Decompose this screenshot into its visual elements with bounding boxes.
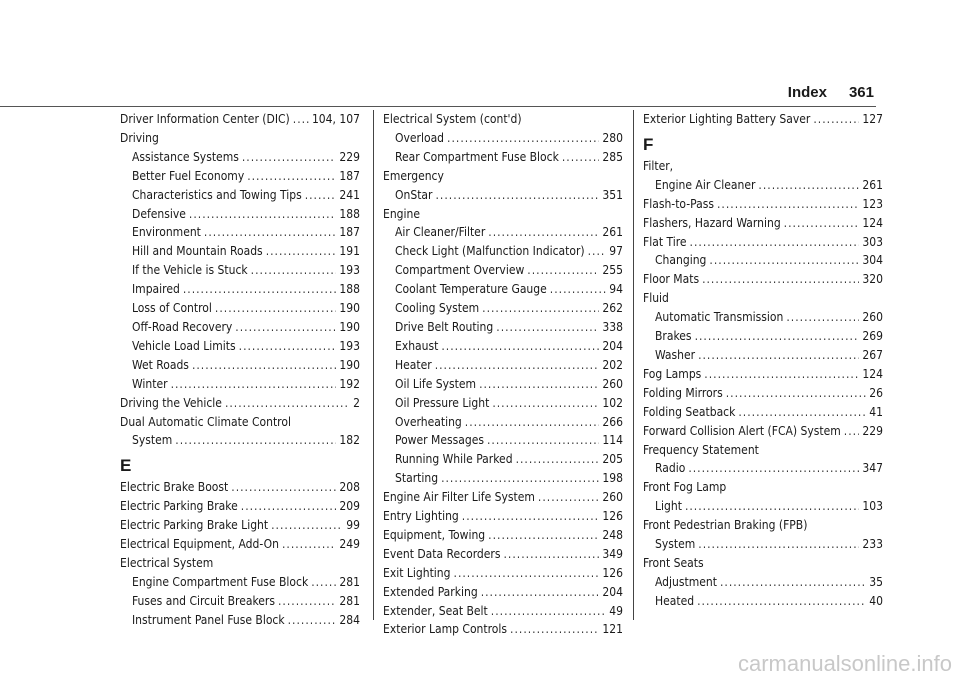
index-subentry xyxy=(643,327,883,346)
page-ref[interactable]: 99 xyxy=(346,518,360,533)
letter-heading: E xyxy=(120,456,132,476)
page-ref[interactable]: 187 xyxy=(339,225,360,240)
index-entry xyxy=(383,583,623,602)
index-entry xyxy=(120,516,360,535)
page-ref[interactable]: 284 xyxy=(339,612,360,627)
page-ref[interactable]: 255 xyxy=(602,263,623,278)
entry-label: System xyxy=(655,537,696,552)
entry-label: Light xyxy=(655,499,682,514)
dot-leader xyxy=(698,535,859,554)
entry-label: Engine Compartment Fuse Block xyxy=(132,574,309,589)
index-heading: Dual Automatic Climate Control xyxy=(120,414,291,429)
entry-label: Exhaust xyxy=(395,338,439,353)
entry-label: Electrical Equipment, Add-On xyxy=(120,537,279,552)
index-subentry xyxy=(120,337,360,356)
index-subentry xyxy=(383,431,623,450)
index-subentry xyxy=(120,592,360,611)
page-ref[interactable]: 190 xyxy=(339,319,360,334)
page-ref[interactable]: 281 xyxy=(339,574,360,589)
page-ref[interactable]: 126 xyxy=(602,509,623,524)
entry-label: Wet Roads xyxy=(132,357,189,372)
entry-label: Air Cleaner/Filter xyxy=(395,225,486,240)
dot-leader xyxy=(510,620,599,639)
entry-label: Flat Tire xyxy=(643,234,687,249)
dot-leader xyxy=(488,526,599,545)
dot-leader xyxy=(538,488,599,507)
page-ref[interactable]: 349 xyxy=(602,546,623,561)
index-entry xyxy=(383,507,623,526)
dot-leader xyxy=(441,337,599,356)
index-subentry xyxy=(383,148,623,167)
dot-leader xyxy=(487,431,599,450)
dot-leader xyxy=(709,251,859,270)
index-subentry xyxy=(643,346,883,365)
page-ref[interactable]: 260 xyxy=(602,376,623,391)
index-heading: Filter, xyxy=(643,158,674,173)
entry-label: Impaired xyxy=(132,282,180,297)
dot-leader xyxy=(481,583,600,602)
entry-label: Flash-to-Pass xyxy=(643,196,714,211)
index-subentry xyxy=(383,242,623,261)
dot-leader xyxy=(175,431,336,450)
entry-label: Automatic Transmission xyxy=(655,310,784,325)
entry-label: Cooling System xyxy=(395,301,480,316)
index-subentry xyxy=(383,356,623,375)
dot-leader xyxy=(698,346,859,365)
dot-leader xyxy=(183,280,337,299)
index-subentry xyxy=(383,223,623,242)
index-subentry xyxy=(120,223,360,242)
letter-heading: F xyxy=(643,134,654,154)
index-entry xyxy=(643,384,883,403)
index-subentry xyxy=(383,469,623,488)
page-ref[interactable]: 124 xyxy=(862,366,883,381)
entry-label: Hill and Mountain Roads xyxy=(132,244,263,259)
entry-label: Extended Parking xyxy=(383,584,478,599)
entry-label: Engine Air Cleaner xyxy=(655,177,756,192)
entry-label: Electric Parking Brake Light xyxy=(120,518,269,533)
entry-label: Better Fuel Economy xyxy=(132,168,245,183)
index-subentry xyxy=(383,129,623,148)
dot-leader xyxy=(702,270,859,289)
entry-label: Starting xyxy=(395,471,439,486)
index-subentry xyxy=(383,280,623,299)
page-ref[interactable]: 127 xyxy=(862,112,883,126)
page-ref[interactable]: 229 xyxy=(862,423,883,438)
dot-leader xyxy=(697,592,866,611)
index-column-1 xyxy=(120,110,360,630)
dot-leader xyxy=(516,450,600,469)
index-subentry xyxy=(120,611,360,630)
page-ref[interactable]: 303 xyxy=(862,234,883,249)
entry-label: If the Vehicle is Stuck xyxy=(132,263,248,278)
dot-leader xyxy=(435,186,599,205)
page-ref[interactable]: 204 xyxy=(602,584,623,599)
entry-label: Forward Collision Alert (FCA) System xyxy=(643,423,841,438)
dot-leader xyxy=(562,148,600,167)
entry-label: Flashers, Hazard Warning xyxy=(643,215,781,230)
index-heading: Emergency xyxy=(383,168,444,183)
entry-label: Exterior Lighting Battery Saver xyxy=(643,112,811,126)
index-subentry xyxy=(643,592,883,611)
entry-label: Equipment, Towing xyxy=(383,527,486,542)
dot-leader xyxy=(225,394,350,413)
entry-label: Folding Mirrors xyxy=(643,385,723,400)
dot-leader xyxy=(242,148,337,167)
watermark-text[interactable]: carmanualsonline.info xyxy=(737,651,952,676)
index-subentry xyxy=(120,205,360,224)
index-entry xyxy=(383,602,623,621)
entry-label: Defensive xyxy=(132,206,186,221)
page-number: 361 xyxy=(848,84,874,101)
column-divider xyxy=(373,110,374,620)
dot-leader xyxy=(504,545,600,564)
page-ref[interactable]: 193 xyxy=(339,263,360,278)
dot-leader xyxy=(704,365,859,384)
page-ref[interactable]: 97 xyxy=(609,244,623,259)
section-title: Index xyxy=(787,84,827,101)
index-heading: Fluid xyxy=(643,291,669,306)
entry-label: Oil Life System xyxy=(395,376,477,391)
entry-label: Radio xyxy=(655,461,686,476)
entry-label: OnStar xyxy=(395,187,433,202)
index-heading: Front Pedestrian Braking (FPB) xyxy=(643,518,808,533)
dot-leader xyxy=(720,573,866,592)
page-ref[interactable]: 49 xyxy=(609,603,623,618)
page-ref[interactable]: 26 xyxy=(869,385,883,400)
page-ref[interactable]: 40 xyxy=(869,593,883,608)
dot-leader xyxy=(786,308,859,327)
dot-leader xyxy=(690,233,860,252)
dot-leader xyxy=(527,261,599,280)
index-heading: Driving xyxy=(120,130,159,145)
entry-label: Coolant Temperature Gauge xyxy=(395,282,547,297)
page-ref[interactable]: 280 xyxy=(602,130,623,145)
entry-label: Environment xyxy=(132,225,201,240)
entry-label: Assistance Systems xyxy=(132,149,239,164)
entry-label: Loss of Control xyxy=(132,301,212,316)
entry-label: Drive Belt Routing xyxy=(395,319,494,334)
dot-leader xyxy=(247,167,336,186)
dot-leader xyxy=(441,469,599,488)
entry-label: Characteristics and Towing Tips xyxy=(132,187,302,202)
page-ref[interactable]: 229 xyxy=(339,149,360,164)
index-subentry xyxy=(120,148,360,167)
page-ref[interactable]: 285 xyxy=(602,149,623,164)
page-ref[interactable]: 304 xyxy=(862,253,883,268)
entry-label: Event Data Recorders xyxy=(383,546,501,561)
index-column-3 xyxy=(643,110,883,611)
watermark[interactable] xyxy=(0,650,960,678)
dot-leader xyxy=(231,478,336,497)
dot-leader xyxy=(488,223,599,242)
index-entry xyxy=(643,214,883,233)
index-subentry xyxy=(120,318,360,337)
entry-label: Overheating xyxy=(395,414,462,429)
entry-label: Entry Lighting xyxy=(383,509,459,524)
index-heading: Front Fog Lamp xyxy=(643,480,727,495)
dot-leader xyxy=(241,497,337,516)
dot-leader xyxy=(550,280,606,299)
index-entry xyxy=(120,394,360,413)
index-subentry xyxy=(643,251,883,270)
page-ref[interactable]: 191 xyxy=(339,244,360,259)
entry-label: Changing xyxy=(655,253,707,268)
dot-leader xyxy=(293,110,309,129)
dot-leader xyxy=(588,242,607,261)
dot-leader xyxy=(465,413,600,432)
page-ref[interactable]: 104, 107 xyxy=(311,112,360,126)
index-subentry xyxy=(383,261,623,280)
index-subentry xyxy=(643,176,883,195)
index-entry xyxy=(120,535,360,554)
index-entry xyxy=(383,526,623,545)
dot-leader xyxy=(251,261,337,280)
page-ref[interactable]: 193 xyxy=(339,338,360,353)
dot-leader xyxy=(278,592,336,611)
index-heading: Electrical System xyxy=(120,555,214,570)
page-ref[interactable]: 103 xyxy=(862,499,883,514)
page-ref[interactable]: 188 xyxy=(339,282,360,297)
page-ref[interactable]: 269 xyxy=(862,329,883,344)
dot-leader xyxy=(717,195,859,214)
page-ref[interactable]: 261 xyxy=(602,225,623,240)
page-ref[interactable]: 124 xyxy=(862,215,883,230)
page-ref[interactable]: 121 xyxy=(602,622,623,637)
index-subentry xyxy=(643,573,883,592)
entry-label: Extender, Seat Belt xyxy=(383,603,488,618)
dot-leader xyxy=(171,375,337,394)
page-ref[interactable]: 41 xyxy=(869,404,883,419)
page-ref[interactable]: 204 xyxy=(602,338,623,353)
entry-label: Brakes xyxy=(655,329,692,344)
entry-label: Driving the Vehicle xyxy=(120,395,222,410)
index-subentry xyxy=(120,299,360,318)
dot-leader xyxy=(738,403,866,422)
dot-leader xyxy=(479,375,599,394)
index-entry xyxy=(643,195,883,214)
dot-leader xyxy=(266,242,337,261)
entry-label: Exterior Lamp Controls xyxy=(383,622,508,637)
page-ref[interactable]: 320 xyxy=(862,272,883,287)
dot-leader xyxy=(491,602,606,621)
index-entry xyxy=(383,488,623,507)
page-ref[interactable]: 190 xyxy=(339,301,360,316)
entry-label: Adjustment xyxy=(655,574,717,589)
entry-label: Check Light (Malfunction Indicator) xyxy=(395,244,585,259)
entry-label: Oil Pressure Light xyxy=(395,395,490,410)
page-ref[interactable]: 202 xyxy=(602,357,623,372)
index-entry xyxy=(383,545,623,564)
index-entry xyxy=(643,365,883,384)
page-ref[interactable]: 262 xyxy=(602,301,623,316)
index-subentry xyxy=(643,535,883,554)
dot-leader xyxy=(235,318,336,337)
entry-label: Heater xyxy=(395,357,432,372)
entry-label: Electric Brake Boost xyxy=(120,480,229,495)
page-ref[interactable]: 114 xyxy=(602,433,623,448)
entry-label: Washer xyxy=(655,347,696,362)
index-subentry xyxy=(643,497,883,516)
index-subentry xyxy=(383,318,623,337)
index-subentry xyxy=(383,337,623,356)
index-heading: Frequency Statement xyxy=(643,442,759,457)
page-ref[interactable]: 338 xyxy=(602,319,623,334)
index-entry xyxy=(643,270,883,289)
page-ref[interactable]: 94 xyxy=(609,282,623,297)
index-entry xyxy=(120,478,360,497)
index-entry xyxy=(383,620,623,639)
index-entry xyxy=(383,564,623,583)
page-ref[interactable]: 266 xyxy=(602,414,623,429)
dot-leader xyxy=(288,611,337,630)
index-heading: Electrical System (cont'd) xyxy=(383,112,522,126)
page-ref[interactable]: 35 xyxy=(869,574,883,589)
entry-label: Winter xyxy=(132,376,168,391)
index-heading: Front Seats xyxy=(643,555,704,570)
dot-leader xyxy=(496,318,599,337)
entry-label: Vehicle Load Limits xyxy=(132,338,236,353)
index-subentry xyxy=(120,431,360,450)
page-ref[interactable]: 281 xyxy=(339,593,360,608)
page-ref[interactable]: 192 xyxy=(339,376,360,391)
index-entry xyxy=(643,422,883,441)
page-ref[interactable]: 267 xyxy=(862,347,883,362)
entry-label: Instrument Panel Fuse Block xyxy=(132,612,285,627)
index-subentry xyxy=(383,413,623,432)
index-column-2 xyxy=(383,110,623,639)
entry-label: Electric Parking Brake xyxy=(120,499,238,514)
dot-leader xyxy=(435,356,600,375)
page-header xyxy=(788,84,874,101)
entry-label: Floor Mats xyxy=(643,272,700,287)
page-ref[interactable]: 187 xyxy=(339,168,360,183)
page-ref[interactable]: 182 xyxy=(339,433,360,448)
dot-leader xyxy=(189,205,336,224)
index-entry xyxy=(120,110,360,129)
index-entry xyxy=(643,233,883,252)
page-ref[interactable]: 102 xyxy=(602,395,623,410)
entry-label: Off-Road Recovery xyxy=(132,319,233,334)
index-subentry xyxy=(120,242,360,261)
page-ref[interactable]: 347 xyxy=(862,461,883,476)
page-ref[interactable]: 260 xyxy=(602,490,623,505)
index-subentry xyxy=(383,394,623,413)
entry-label: Fog Lamps xyxy=(643,366,702,381)
index-subentry xyxy=(383,450,623,469)
page-ref[interactable]: 233 xyxy=(862,537,883,552)
entry-label: Rear Compartment Fuse Block xyxy=(395,149,559,164)
dot-leader xyxy=(204,223,336,242)
column-divider xyxy=(633,110,634,620)
dot-leader xyxy=(695,327,860,346)
dot-leader xyxy=(813,110,859,129)
page-ref[interactable]: 126 xyxy=(602,565,623,580)
page-ref[interactable]: 123 xyxy=(862,196,883,211)
index-entry xyxy=(643,403,883,422)
page-ref[interactable]: 190 xyxy=(339,357,360,372)
index-subentry xyxy=(120,356,360,375)
entry-label: System xyxy=(132,433,173,448)
page-ref[interactable]: 241 xyxy=(339,187,360,202)
page-ref[interactable]: 198 xyxy=(602,471,623,486)
dot-leader xyxy=(844,422,860,441)
dot-leader xyxy=(447,129,599,148)
page-ref[interactable]: 208 xyxy=(339,480,360,495)
dot-leader xyxy=(311,573,336,592)
index-subentry xyxy=(383,375,623,394)
entry-label: Compartment Overview xyxy=(395,263,525,278)
index-subentry xyxy=(643,459,883,478)
dot-leader xyxy=(482,299,599,318)
dot-leader xyxy=(784,214,860,233)
dot-leader xyxy=(758,176,859,195)
page-ref[interactable]: 260 xyxy=(862,310,883,325)
index-subentry xyxy=(643,308,883,327)
dot-leader xyxy=(192,356,336,375)
dot-leader xyxy=(282,535,336,554)
page-ref[interactable]: 205 xyxy=(602,452,623,467)
entry-label: Fuses and Circuit Breakers xyxy=(132,593,275,608)
page-ref[interactable]: 249 xyxy=(339,537,360,552)
header-rule xyxy=(0,106,876,107)
entry-label: Folding Seatback xyxy=(643,404,736,419)
dot-leader xyxy=(215,299,336,318)
dot-leader xyxy=(726,384,867,403)
entry-label: Driver Information Center (DIC) xyxy=(120,112,290,126)
dot-leader xyxy=(239,337,337,356)
page-ref[interactable]: 351 xyxy=(602,187,623,202)
page-ref[interactable]: 248 xyxy=(602,527,623,542)
index-subentry xyxy=(120,375,360,394)
index-entry xyxy=(643,110,883,129)
index-subentry xyxy=(120,573,360,592)
dot-leader xyxy=(271,516,343,535)
entry-label: Heated xyxy=(655,593,695,608)
index-subentry xyxy=(120,186,360,205)
entry-label: Engine Air Filter Life System xyxy=(383,490,535,505)
dot-leader xyxy=(305,186,337,205)
dot-leader xyxy=(685,497,859,516)
index-subentry xyxy=(383,299,623,318)
page-ref[interactable]: 188 xyxy=(339,206,360,221)
dot-leader xyxy=(688,459,859,478)
page-ref[interactable]: 2 xyxy=(353,395,360,410)
page-ref[interactable]: 209 xyxy=(339,499,360,514)
index-subentry xyxy=(383,186,623,205)
dot-leader xyxy=(462,507,600,526)
index-heading: Engine xyxy=(383,206,421,221)
index-subentry xyxy=(120,261,360,280)
entry-label: Running While Parked xyxy=(395,452,513,467)
entry-label: Exit Lighting xyxy=(383,565,451,580)
index-entry xyxy=(120,497,360,516)
dot-leader xyxy=(492,394,599,413)
entry-label: Power Messages xyxy=(395,433,484,448)
dot-leader xyxy=(454,564,600,583)
index-subentry xyxy=(120,167,360,186)
entry-label: Overload xyxy=(395,130,445,145)
page-ref[interactable]: 261 xyxy=(862,177,883,192)
index-subentry xyxy=(120,280,360,299)
